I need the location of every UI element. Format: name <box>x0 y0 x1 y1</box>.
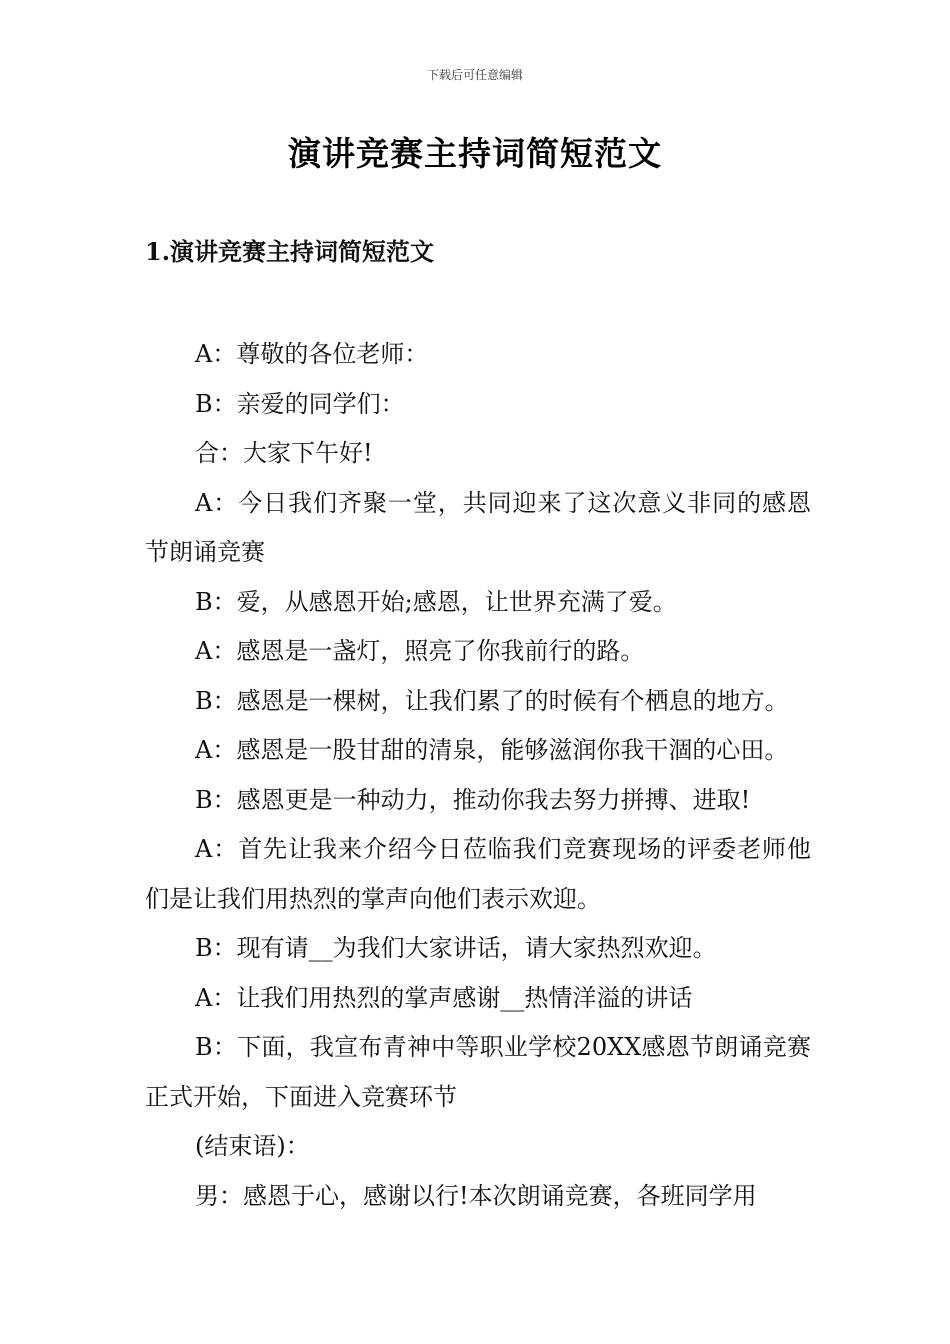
paragraph: A：尊敬的各位老师： <box>195 340 429 368</box>
paragraph: B：感恩是一棵树，让我们累了的时候有个栖息的地方。 <box>195 686 789 715</box>
paragraph: B：亲爱的同学们： <box>195 389 405 418</box>
paragraph: B：爱，从感恩开始;感恩，让世界充满了爱。 <box>195 587 677 616</box>
paragraph: 合：大家下午好! <box>195 439 373 467</box>
paragraph: A：今日我们齐聚一堂，共同迎来了这次意义非同的感恩节朗诵竞赛 <box>145 488 811 566</box>
header-note: 下载后可任意编辑 <box>426 68 523 82</box>
paragraph: B：感恩更是一种动力，推动你我去努力拼搏、进取! <box>195 785 751 814</box>
paragraph: (结束语)： <box>195 1132 310 1160</box>
paragraph: B：现有请__为我们大家讲话，请大家热烈欢迎。 <box>195 934 717 962</box>
document-title: 演讲竞赛主持词简短范文 <box>288 134 662 173</box>
paragraph: A：首先让我来介绍今日莅临我们竞赛现场的评委老师他们是让我们用热烈的掌声向他们表示欢迎。 <box>145 835 811 913</box>
body-text <box>145 330 811 1221</box>
paragraph: A：让我们用热烈的掌声感谢__热情洋溢的讲话 <box>195 983 693 1012</box>
paragraph: B：下面，我宣布青神中等职业学校20XX感恩节朗诵竞赛正式开始，下面进入竞赛环节 <box>145 1033 811 1111</box>
paragraph: 男：感恩于心，感谢以行!本次朗诵竞赛，各班同学用 <box>195 1181 757 1210</box>
paragraph: A：感恩是一股甘甜的清泉，能够滋润你我干涸的心田。 <box>195 736 789 764</box>
section-heading: 1.演讲竞赛主持词简短范文 <box>145 237 435 266</box>
paragraph: A：感恩是一盏灯，照亮了你我前行的路。 <box>195 637 645 665</box>
